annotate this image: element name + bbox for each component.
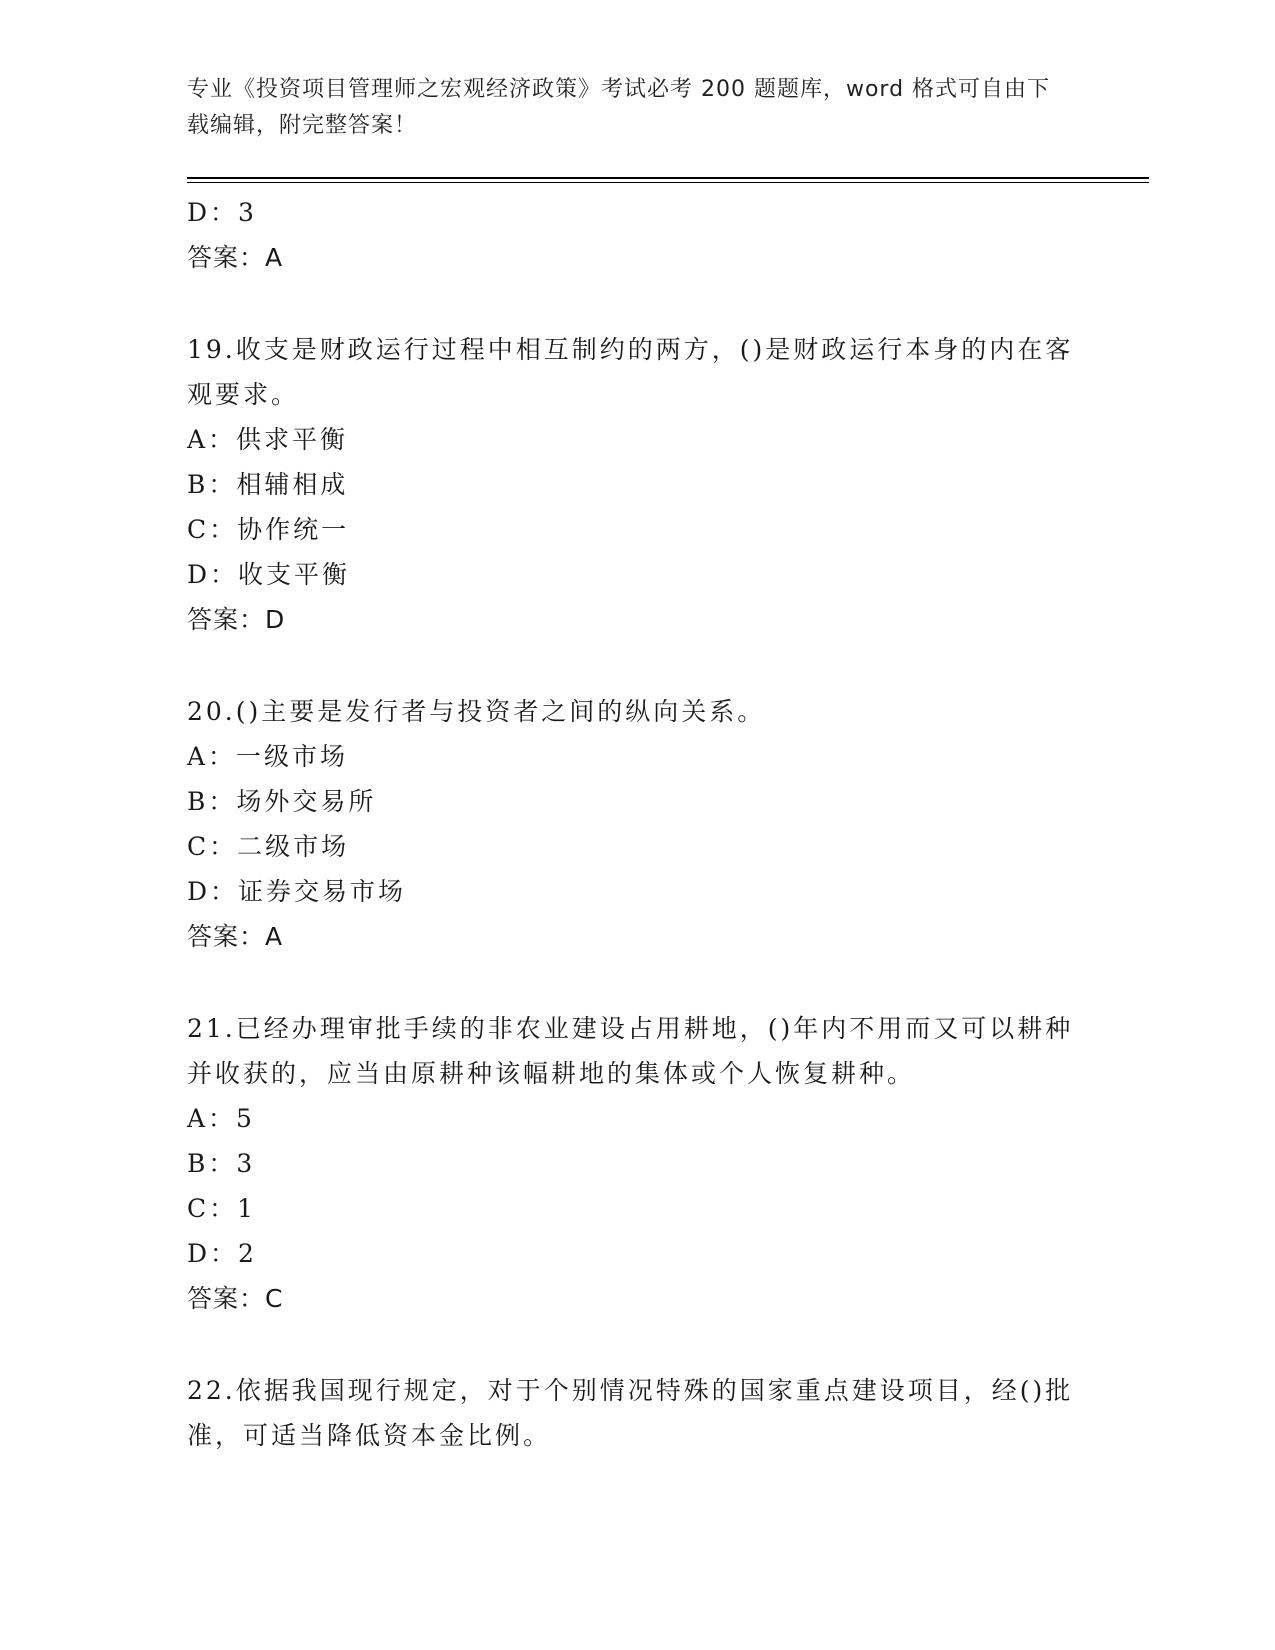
answer-line: 答案：D xyxy=(187,605,286,634)
option-line: B：3 xyxy=(187,1149,256,1178)
question-block xyxy=(187,689,1087,959)
document-body xyxy=(187,190,1087,1458)
header-rule-thick xyxy=(187,177,1149,179)
option-line: A：供求平衡 xyxy=(187,425,349,454)
answer-line: 答案：A xyxy=(187,243,284,272)
question-block xyxy=(187,327,1087,642)
question-text: 19.收支是财政运行过程中相互制约的两方，()是财政运行本身的内在客观要求。 xyxy=(187,335,1074,409)
option-line: D：证券交易市场 xyxy=(187,877,407,906)
option-line: D：2 xyxy=(187,1239,257,1268)
option-line: B：相辅相成 xyxy=(187,470,349,499)
question-text: 21.已经办理审批手续的非农业建设占用耕地，()年内不用而又可以耕种并收获的，应当由原耕种该幅耕地的集体或个人恢复耕种。 xyxy=(187,1014,1074,1088)
option-line: D：收支平衡 xyxy=(187,560,351,589)
question-block xyxy=(187,1368,1087,1458)
option-line: C：协作统一 xyxy=(187,515,350,544)
option-line: D：3 xyxy=(187,198,257,227)
page-header: 专业《投资项目管理师之宏观经济政策》考试必考 200 题题库，word 格式可自由下载编辑，附完整答案！ xyxy=(187,77,1051,138)
option-line: C：1 xyxy=(187,1194,257,1223)
option-line: A：一级市场 xyxy=(187,742,349,771)
option-line: B：场外交易所 xyxy=(187,787,377,816)
option-line: C：二级市场 xyxy=(187,832,350,861)
question-block xyxy=(187,1006,1087,1321)
question-text: 22.依据我国现行规定，对于个别情况特殊的国家重点建设项目，经()批准，可适当降低资本金比例。 xyxy=(187,1376,1074,1450)
header-rule-thin xyxy=(187,182,1149,183)
question-text: 20.()主要是发行者与投资者之间的纵向关系。 xyxy=(187,697,766,726)
answer-line: 答案：A xyxy=(187,922,284,951)
answer-line: 答案：C xyxy=(187,1284,284,1313)
option-line: A：5 xyxy=(187,1104,255,1133)
